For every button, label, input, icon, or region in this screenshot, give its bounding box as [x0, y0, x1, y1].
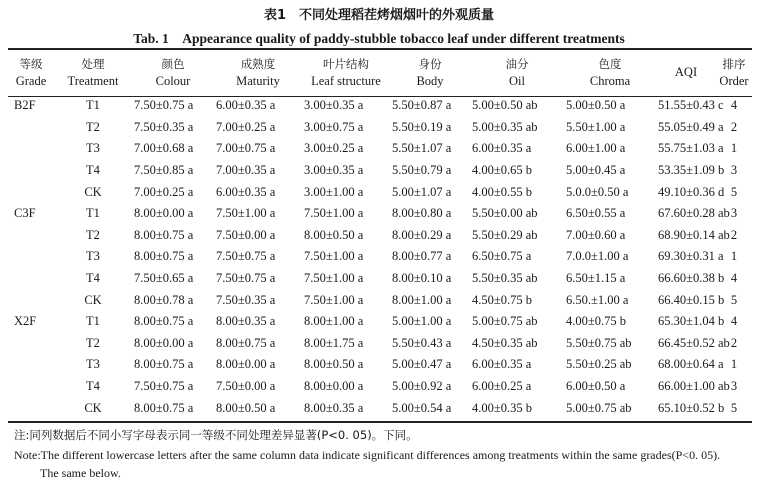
column-header-en: Maturity: [236, 73, 280, 88]
value-cell: 5.50±1.00 a: [566, 119, 626, 134]
value-cell: 6.00±0.50 a: [566, 379, 626, 394]
value-cell: 4.00±0.55 b: [472, 184, 532, 199]
order-cell: 4: [730, 314, 738, 329]
grade-cell: B2F: [14, 98, 36, 113]
table-row: [8, 397, 752, 419]
value-cell: 8.00±0.00 a: [216, 357, 276, 372]
value-cell: 7.00±0.25 a: [134, 184, 194, 199]
table-row: [8, 117, 752, 139]
value-cell: 5.00±0.47 a: [392, 357, 452, 372]
column-header-cn: 叶片结构: [323, 56, 369, 71]
value-cell: 7.50±0.85 a: [134, 163, 194, 178]
value-cell: 7.0.0±1.00 a: [566, 249, 629, 264]
column-header-en: Treatment: [67, 73, 119, 88]
value-cell: 5.50±0.75 ab: [566, 335, 632, 350]
grade-cell: [8, 289, 54, 311]
treatment-cell: T3: [86, 141, 100, 156]
table-row: [8, 160, 752, 182]
order-cell: 3: [730, 379, 738, 394]
value-cell: 49.10±0.36 d: [658, 184, 725, 199]
value-cell: 8.00±0.10 a: [392, 271, 452, 286]
value-cell: 51.55±0.43 c: [658, 98, 724, 113]
order-cell: 2: [730, 227, 738, 242]
grade-cell: [8, 376, 54, 398]
treatment-cell: CK: [84, 400, 102, 415]
column-header: [214, 50, 302, 95]
column-header: [470, 50, 564, 95]
order-cell: 1: [730, 141, 738, 156]
value-cell: 7.50±1.00 a: [216, 206, 276, 221]
value-cell: 66.60±0.38 b: [658, 271, 725, 286]
column-header-en: Order: [719, 73, 749, 88]
value-cell: 8.00±0.78 a: [134, 292, 194, 307]
value-cell: 5.00±0.54 a: [392, 400, 452, 415]
value-cell: 6.00±0.35 a: [216, 184, 276, 199]
column-header-en: AQI: [674, 65, 698, 79]
column-header: [564, 50, 656, 95]
column-header-cn: 排序: [722, 56, 746, 71]
grade-cell: [8, 138, 54, 160]
column-header-cn: 成熟度: [240, 56, 276, 71]
value-cell: 5.50±0.35 ab: [472, 271, 538, 286]
value-cell: 8.00±0.35 a: [304, 400, 364, 415]
grade-cell: [8, 160, 54, 182]
value-cell: 3.00±1.00 a: [304, 184, 364, 199]
column-header: [132, 50, 214, 95]
value-cell: 5.50±0.87 a: [392, 98, 452, 113]
value-cell: 4.00±0.35 b: [472, 400, 532, 415]
value-cell: 5.50±0.29 ab: [472, 227, 538, 242]
value-cell: 4.50±0.75 b: [472, 292, 532, 307]
value-cell: 8.00±0.75 a: [134, 357, 194, 372]
value-cell: 5.00±0.35 ab: [472, 119, 538, 134]
order-cell: 1: [730, 249, 738, 264]
value-cell: 7.50±0.75 a: [216, 271, 276, 286]
value-cell: 8.00±1.00 a: [392, 292, 452, 307]
treatment-cell: T1: [86, 98, 100, 113]
value-cell: 7.50±1.00 a: [304, 271, 364, 286]
value-cell: 6.50±0.55 a: [566, 206, 626, 221]
value-cell: 6.50±0.75 a: [472, 249, 532, 264]
table-body: [8, 95, 752, 419]
value-cell: 8.00±0.50 a: [304, 227, 364, 242]
column-header-en: Grade: [15, 73, 47, 88]
value-cell: 55.75±1.03 a: [658, 141, 724, 156]
value-cell: 5.00±0.50 ab: [472, 98, 538, 113]
grade-cell: [8, 268, 54, 290]
order-cell: 2: [730, 119, 738, 134]
table-row: [8, 289, 752, 311]
order-cell: 1: [730, 357, 738, 372]
bottom-rule: [8, 421, 752, 423]
value-cell: 7.50±0.00 a: [216, 379, 276, 394]
value-cell: 5.50±1.07 a: [392, 141, 452, 156]
treatment-cell: T2: [86, 119, 100, 134]
treatment-cell: T4: [86, 163, 100, 178]
value-cell: 7.00±0.68 a: [134, 141, 194, 156]
value-cell: 7.50±0.75 a: [134, 98, 194, 113]
grade-cell: C3F: [14, 206, 36, 221]
value-cell: 6.00±0.35 a: [472, 141, 532, 156]
column-header: [302, 50, 390, 95]
value-cell: 8.00±0.75 a: [134, 400, 194, 415]
value-cell: 55.05±0.49 a: [658, 119, 724, 134]
value-cell: 66.00±1.00 ab: [658, 379, 730, 394]
value-cell: 5.50±0.43 a: [392, 335, 452, 350]
table-row: [8, 225, 752, 247]
order-cell: 5: [730, 400, 738, 415]
column-header: [8, 50, 54, 95]
value-cell: 8.00±0.29 a: [392, 227, 452, 242]
column-header: [656, 50, 716, 95]
column-header-cn: 色度: [598, 56, 622, 71]
column-header-cn: 等级: [19, 56, 43, 71]
note-english-continued: The same below.: [40, 466, 121, 480]
table-row: [8, 311, 752, 333]
value-cell: 7.00±0.25 a: [216, 119, 276, 134]
treatment-cell: T3: [86, 249, 100, 264]
column-header: [54, 50, 132, 95]
header-row: [8, 50, 752, 95]
grade-cell: [8, 225, 54, 247]
treatment-cell: T4: [86, 271, 100, 286]
value-cell: 6.00±0.25 a: [472, 379, 532, 394]
value-cell: 8.00±0.77 a: [392, 249, 452, 264]
value-cell: 8.00±0.80 a: [392, 206, 452, 221]
value-cell: 6.50±1.15 a: [566, 271, 626, 286]
value-cell: 68.90±0.14 ab: [658, 227, 730, 242]
grade-cell: [8, 354, 54, 376]
value-cell: 5.00±0.45 a: [566, 163, 626, 178]
treatment-cell: CK: [84, 184, 102, 199]
value-cell: 5.00±1.07 a: [392, 184, 452, 199]
value-cell: 4.50±0.35 ab: [472, 335, 538, 350]
value-cell: 7.50±0.35 a: [216, 292, 276, 307]
value-cell: 8.00±0.50 a: [216, 400, 276, 415]
order-cell: 3: [730, 163, 738, 178]
grade-cell: [8, 181, 54, 203]
table-row: [8, 95, 752, 117]
value-cell: 66.45±0.52 ab: [658, 335, 730, 350]
value-cell: 67.60±0.28 ab: [658, 206, 730, 221]
treatment-cell: T4: [86, 379, 100, 394]
grade-cell: [8, 246, 54, 268]
value-cell: 5.50±0.19 a: [392, 119, 452, 134]
value-cell: 7.50±1.00 a: [304, 249, 364, 264]
value-cell: 7.50±0.75 a: [216, 249, 276, 264]
column-header-cn: 油分: [505, 56, 529, 71]
column-header: [716, 50, 752, 95]
column-header-en: Colour: [155, 73, 191, 88]
value-cell: 3.00±0.35 a: [304, 98, 364, 113]
value-cell: 66.40±0.15 b: [658, 292, 725, 307]
order-cell: 4: [730, 98, 738, 113]
value-cell: 5.50±0.25 ab: [566, 357, 632, 372]
value-cell: 53.35±1.09 b: [658, 163, 725, 178]
value-cell: 8.00±0.75 a: [134, 249, 194, 264]
value-cell: 8.00±0.75 a: [134, 227, 194, 242]
value-cell: 5.00±0.75 ab: [566, 400, 632, 415]
table-row: [8, 138, 752, 160]
value-cell: 8.00±0.00 a: [134, 335, 194, 350]
table-title-english: Tab. 1 Appearance quality of paddy-stubble tobacco leaf under different treatments: [133, 31, 625, 46]
value-cell: 4.00±0.65 b: [472, 163, 532, 178]
value-cell: 5.00±0.92 a: [392, 379, 452, 394]
note-english: Note:The different lowercase letters after the same column data indicate significant differences among treatments within the same grades(P<0. 05).: [14, 448, 721, 462]
grade-cell: [8, 397, 54, 419]
value-cell: 5.00±1.00 a: [392, 314, 452, 329]
table-row: [8, 203, 752, 225]
note-chinese: 注:同列数据后不同小写字母表示同一等级不同处理差异显著(P<0. 05)。下同。: [14, 428, 418, 442]
treatment-cell: T3: [86, 357, 100, 372]
value-cell: 7.50±1.00 a: [304, 292, 364, 307]
value-cell: 3.00±0.75 a: [304, 119, 364, 134]
treatment-cell: T1: [86, 206, 100, 221]
value-cell: 7.50±0.75 a: [134, 379, 194, 394]
value-cell: 5.00±0.75 ab: [472, 314, 538, 329]
value-cell: 8.00±0.00 a: [134, 206, 194, 221]
value-cell: 7.00±0.75 a: [216, 141, 276, 156]
order-cell: 2: [730, 335, 738, 350]
value-cell: 6.50.±1.00 a: [566, 292, 629, 307]
column-header-cn: 身份: [418, 56, 442, 71]
value-cell: 3.00±0.35 a: [304, 163, 364, 178]
order-cell: 3: [730, 206, 738, 221]
column-header-en: Oil: [509, 73, 525, 88]
order-cell: 5: [730, 292, 738, 307]
grade-cell: [8, 333, 54, 355]
value-cell: 5.0.0±0.50 a: [566, 184, 629, 199]
value-cell: 6.00±0.35 a: [216, 98, 276, 113]
order-cell: 5: [730, 184, 738, 199]
table-row: [8, 181, 752, 203]
table-row: [8, 268, 752, 290]
value-cell: 8.00±1.75 a: [304, 335, 364, 350]
treatment-cell: CK: [84, 292, 102, 307]
table-title-chinese: 表1 不同处理稻茬烤烟烟叶的外观质量: [263, 8, 495, 23]
order-cell: 4: [730, 271, 738, 286]
value-cell: 7.50±1.00 a: [304, 206, 364, 221]
value-cell: 8.00±0.75 a: [134, 314, 194, 329]
column-header-en: Chroma: [589, 73, 631, 88]
grade-cell: [8, 117, 54, 139]
table-row: [8, 246, 752, 268]
value-cell: 68.00±0.64 a: [658, 357, 724, 372]
value-cell: 7.50±0.00 a: [216, 227, 276, 242]
value-cell: 8.00±0.00 a: [304, 379, 364, 394]
value-cell: 7.50±0.35 a: [134, 119, 194, 134]
value-cell: 7.00±0.60 a: [566, 227, 626, 242]
column-header-en: Body: [416, 73, 444, 88]
value-cell: 69.30±0.31 a: [658, 249, 724, 264]
appearance-quality-table: [8, 50, 752, 419]
value-cell: 8.00±0.35 a: [216, 314, 276, 329]
treatment-cell: T1: [86, 314, 100, 329]
value-cell: 8.00±0.75 a: [216, 335, 276, 350]
value-cell: 65.30±1.04 b: [658, 314, 725, 329]
value-cell: 5.50±0.00 ab: [472, 206, 538, 221]
value-cell: 4.00±0.75 b: [566, 314, 626, 329]
table-row: [8, 333, 752, 355]
value-cell: 5.50±0.79 a: [392, 163, 452, 178]
value-cell: 5.00±0.50 a: [566, 98, 626, 113]
treatment-cell: T2: [86, 227, 100, 242]
value-cell: 7.50±0.65 a: [134, 271, 194, 286]
table-row: [8, 354, 752, 376]
value-cell: 65.10±0.52 b: [658, 400, 725, 415]
value-cell: 6.00±0.35 a: [472, 357, 532, 372]
grade-cell: X2F: [14, 314, 37, 329]
column-header-cn: 处理: [81, 56, 105, 71]
value-cell: 7.00±0.35 a: [216, 163, 276, 178]
value-cell: 3.00±0.25 a: [304, 141, 364, 156]
value-cell: 8.00±1.00 a: [304, 314, 364, 329]
column-header-cn: 颜色: [161, 56, 185, 71]
treatment-cell: T2: [86, 335, 100, 350]
value-cell: 6.00±1.00 a: [566, 141, 626, 156]
column-header-en: Leaf structure: [311, 73, 381, 88]
column-header: [390, 50, 470, 95]
table-row: [8, 376, 752, 398]
value-cell: 8.00±0.50 a: [304, 357, 364, 372]
